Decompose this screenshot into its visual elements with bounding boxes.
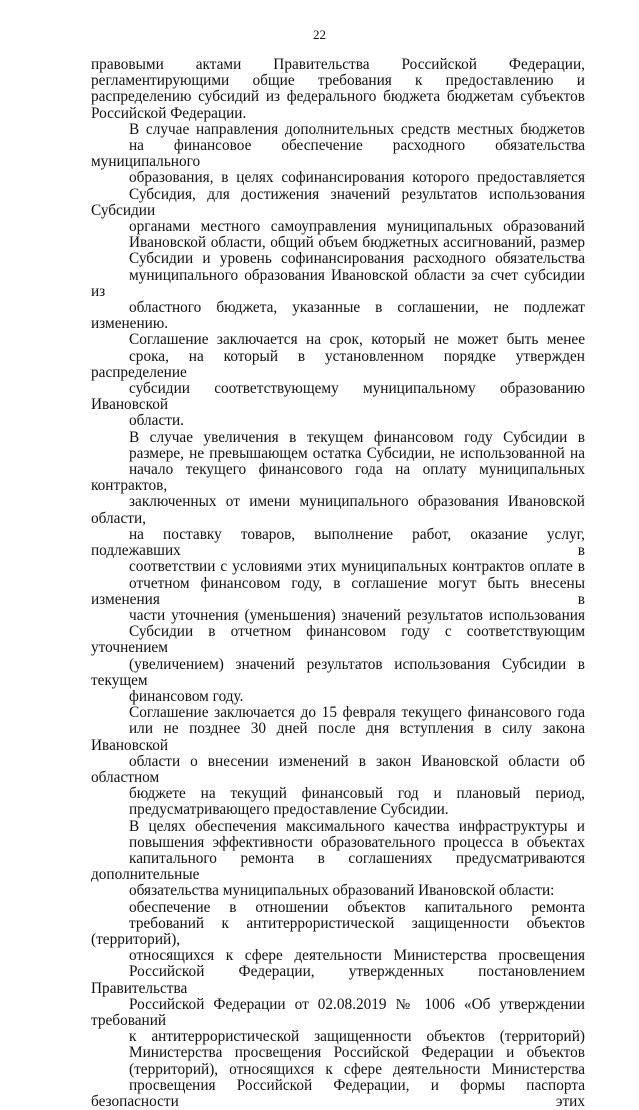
- text-line: В случае направления дополнительных средств местных бюджетов: [129, 120, 585, 138]
- text-line: относящихся к сфере деятельности Министерства просвещения: [129, 947, 585, 965]
- text-line: (увеличением) значений результатов использования Субсидии в текущем: [91, 655, 585, 689]
- text-line: обязательства муниципальных образований Ивановской области:: [129, 882, 555, 900]
- paragraph: [91, 819, 585, 900]
- paragraph: [91, 57, 585, 122]
- paragraph: [91, 332, 585, 429]
- text-line: просвещения Российской Федерации, и формы паспорта безопасности этих: [91, 1076, 585, 1110]
- text-line: части уточнения (уменьшения) значений результатов использования: [129, 606, 585, 624]
- text-line: Соглашение заключается до 15 февраля текущего финансового года: [129, 704, 585, 722]
- page-number: 22: [313, 27, 326, 42]
- text-line: В целях обеспечения максимального качества инфраструктуры и: [129, 817, 585, 835]
- text-line: на поставку товаров, выполнение работ, оказание услуг, подлежавших в: [91, 525, 585, 560]
- text-line: Российской Федерации от 02.08.2019 № 1006 «Об утверждении требований: [91, 995, 585, 1029]
- text-line: области.: [129, 412, 184, 430]
- text-line: финансовом году.: [129, 687, 244, 705]
- text-line: муниципального образования Ивановской области за счет субсидии из: [91, 266, 585, 300]
- text-line: органами местного самоуправления муниципальных образований: [129, 218, 585, 236]
- text-line: заключенных от имени муниципального образования Ивановской области,: [91, 493, 585, 527]
- text-line: Субсидии и уровень софинансирования расходного обязательства: [129, 250, 585, 268]
- paragraph: [91, 900, 585, 1110]
- text-line: распределению субсидий из федерального бюджета бюджетам субъектов: [91, 88, 585, 106]
- text-line: областного бюджета, указанные в соглашении, не подлежат изменению.: [91, 299, 585, 333]
- text-line: области о внесении изменений в закон Ивановской области об областном: [91, 752, 585, 786]
- text-line: предусматривающего предоставление Субсидии.: [129, 801, 449, 819]
- text-line: капитального ремонта в соглашениях предусматриваются дополнительные: [91, 849, 585, 884]
- text-line: срока, на который в установленном порядке утвержден распределение: [91, 347, 585, 381]
- text-line: требований к антитеррористической защищенности объектов (территорий),: [91, 914, 585, 948]
- text-line: В случае увеличения в текущем финансовом году Субсидии в: [129, 428, 585, 446]
- paragraph: [91, 122, 585, 333]
- text-line: или не позднее 30 дней после дня вступления в силу закона Ивановской: [91, 720, 585, 754]
- text-line: на финансовое обеспечение расходного обязательства муниципального: [91, 137, 585, 171]
- text-line: размере, не превышающем остатка Субсидии, не использованной на: [129, 444, 585, 462]
- text-line: Ивановской области, общий объем бюджетных ассигнований, размер: [129, 234, 585, 252]
- text-line: субсидии соответствующему муниципальному образованию Ивановской: [91, 380, 585, 414]
- document-body: [91, 57, 585, 1110]
- text-line: Субсидия, для достижения значений результатов использования Субсидии: [91, 185, 585, 219]
- text-line: начало текущего финансового года на оплату муниципальных контрактов,: [91, 461, 585, 495]
- text-line: регламентирующими общие требования к предоставлению и: [91, 72, 585, 90]
- text-line: Субсидии в отчетном финансовом году с соответствующим уточнением: [91, 623, 585, 657]
- text-line: обеспечение в отношении объектов капитального ремонта: [129, 898, 585, 916]
- text-line: бюджете на текущий финансовый год и плановый период,: [129, 785, 585, 803]
- text-line: правовыми актами Правительства Российской Федерации,: [91, 56, 585, 73]
- text-line: (территорий), относящихся к сфере деятельности Министерства: [129, 1060, 585, 1078]
- text-line: к антитеррористической защищенности объектов (территорий): [129, 1028, 585, 1046]
- text-line: Соглашение заключается на срок, который не может быть менее: [129, 331, 585, 349]
- text-line: образования, в целях софинансирования которого предоставляется: [129, 169, 585, 187]
- paragraph: [91, 705, 585, 818]
- paragraph: [91, 430, 585, 705]
- text-line: отчетном финансовом году, в соглашение могут быть внесены изменения в: [91, 574, 585, 608]
- text-line: соответствии с условиями этих муниципальных контрактов оплате в: [129, 558, 585, 576]
- text-line: Российской Федерации, утвержденных постановлением Правительства: [91, 963, 585, 997]
- text-line: Министерства просвещения Российской Федерации и объектов: [129, 1044, 585, 1062]
- text-line: повышения эффективности образовательного процесса в объектах: [129, 833, 585, 851]
- text-line: Российской Федерации.: [91, 104, 247, 122]
